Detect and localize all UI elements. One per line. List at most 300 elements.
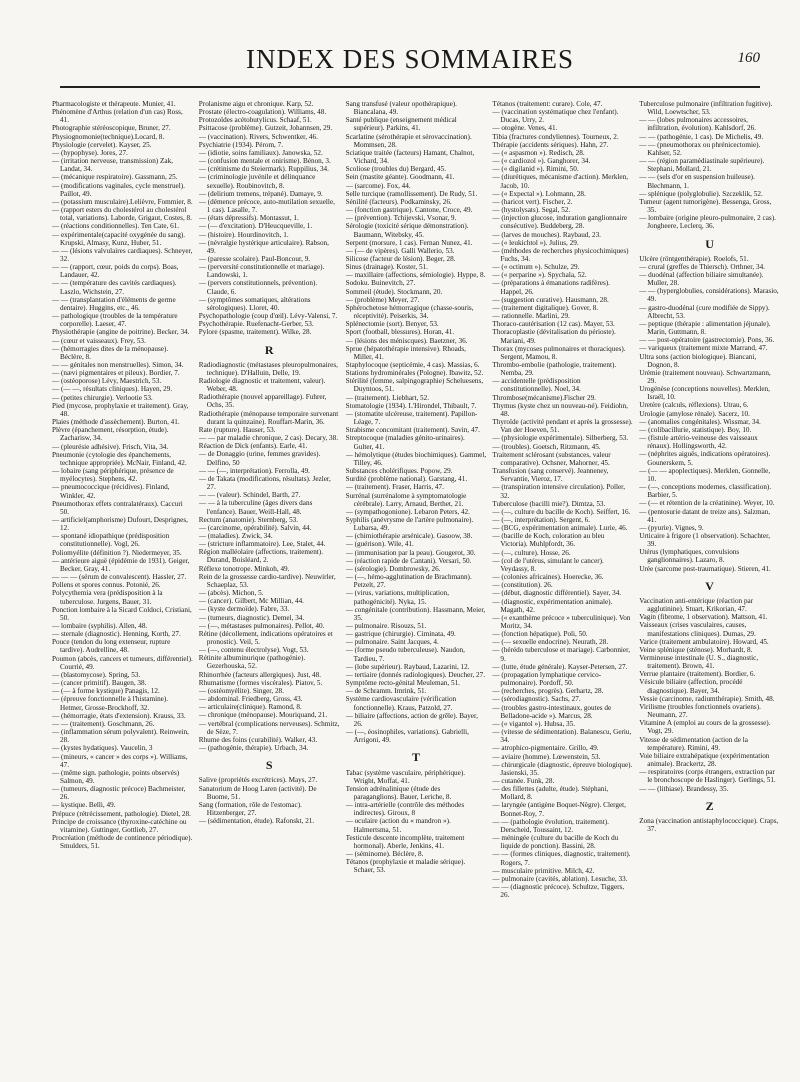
index-entry: — kystique. Belli, 49.	[52, 801, 116, 810]
index-entry: Psychiatrie (1934). Pérom, 7.	[198, 140, 284, 149]
index-entry: — — (pathogénie, 1 cas). De Michelis, 49.	[639, 132, 764, 141]
index-entry: Sang transfusé (valeur opothérapique). Biancalana, 49.	[345, 100, 457, 117]
index-entry: — (vaccination systématique chez l'enfant). Ducas, Urry, 2.	[492, 108, 619, 125]
index-entry: — (—, culture du bacille de Koch). Seiffert, 16.	[492, 507, 631, 516]
index-entry: Santé publique (enseignement médical supérieur). Parkins, 41.	[345, 116, 457, 133]
index-entry: — (sérodiagnostic). Sachs, 27.	[492, 695, 581, 704]
index-entry: — (—, culture). Hosse, 26.	[492, 548, 571, 557]
index-entry: Symptôme recto-génital Meuleman, 51.	[345, 679, 460, 688]
index-entry: — (potassium musculaire).Lelièvre, Fommier, 8.	[52, 197, 193, 206]
index-entry: — (« Expectal »). Lohmann, 28.	[492, 189, 586, 198]
index-entry: — lobaire (sang périphérique, présence de myélocytes). Stephens, 42.	[52, 467, 174, 484]
index-entry: — (BCG, expérimentation animale). Lurie, 46.	[492, 524, 628, 533]
index-entry: Thyroïde (activité pendant et après la grossesse). Van der Hoeven, 51.	[492, 418, 633, 435]
index-entry: — (lutte, étude générale). Kayser-Petersen, 27.	[492, 662, 628, 671]
index-entry: Radiothérapie (ménopause temporaire survenant durant la quinzaine). Rouffart-Marin, 36.	[198, 409, 339, 426]
index-entry: Scarlatine (sérothérapie et sérovaccination). Mommsen, 28.	[345, 132, 472, 149]
index-entry: — pulmonaire (cavités, ablation). Lesuche, 33.	[492, 874, 628, 883]
index-entry: — (vitesse de sédimentation). Balanescu, Geriu, 34.	[492, 728, 632, 745]
index-entry: — — — (sérum de convalescent). Hassler, 27.	[52, 573, 187, 582]
index-entry: Stomatologie (1934). L'Hirondel, Thibault, 7.	[345, 401, 477, 410]
index-entry: — (injection glucose, induration ganglionnaire consécutive). Buddeberg, 28.	[492, 214, 628, 231]
index-entry: Serpent (morsure, 1 cas). Fernan Nunez, 41.	[345, 238, 473, 247]
index-entry: — (diurétiques, mécanisme d'action). Merklen, Jacob, 10.	[492, 173, 629, 190]
index-entry: — — (rapport, cœur, poids du corps). Boas, Landauer, 42.	[52, 263, 179, 280]
index-entry: — (épreuve fonctionnelle à l'histamine). Hetmer, Grosse-Brockhoff, 32.	[52, 695, 169, 712]
index-entry: Thrombose(mécanisme).Fischer 29.	[492, 393, 596, 402]
index-entry: — (cœur et vaisseaux). Frey, 53.	[52, 336, 146, 345]
index-entry: — cutanée. Funk, 28.	[492, 776, 555, 785]
index-entry: Urologie (amylose rénale). Sacerz, 10.	[639, 409, 750, 418]
index-entry: — (histoire). Hourdinovitch, 1.	[198, 230, 289, 239]
index-entry: Scoliose (troubles du) Bergard, 45.	[345, 165, 447, 174]
index-entry: — méningée (culture du bacille de Koch du liquide de ponction). Bassini, 28.	[492, 834, 619, 851]
index-entry: — de Schramm. Imrink, 51.	[345, 687, 427, 696]
index-entry: Staphylocoque (septicémie, 4 cas). Massias, 6.	[345, 361, 480, 369]
index-entry: Psychopathologie (coup d'œil). Lévy-Valensi, 7.	[198, 312, 338, 321]
index-entry: Silicose (facteur de lésion). Beger, 28.	[345, 254, 456, 263]
index-entry: Réaction de Dick (enfants). Earle, 41.	[198, 442, 308, 451]
index-entry: Rétine (décollement, indications opératoires et pronostic). Veil, 5.	[198, 629, 333, 646]
index-entry: — (— d'excitation). D'Heucqueville, 1.	[198, 222, 313, 231]
index-entry: Sang (formation, rôle de l'estomac). Hitzenberger, 27.	[198, 800, 302, 817]
index-entry: — crural (greffes de Thiersch). Orthner, 34.	[639, 262, 765, 271]
index-entry: Pied (mycose, prophylaxie et traitement). Gray, 48.	[52, 401, 189, 418]
index-entry: — (larves de mouches). Raybaud, 23.	[492, 230, 601, 239]
index-entry: — (modifications vaginales, cycle menstruel). Paillot, 49.	[52, 181, 185, 198]
index-entry: — (pleurésie adhésive). Frisch, Vita, 34.	[52, 442, 169, 451]
index-entry: — (symptômes somatiques, altérations sérologiques). Lloret, 40.	[198, 295, 311, 312]
index-entry: Strabisme concomitant (traitement). Savin, 47.	[345, 426, 480, 435]
index-entry: — (hémorragies dites de la ménopause). Béclère, 8.	[52, 344, 169, 361]
index-entry: — laryngée (antigène Boquet-Nègre). Clerget, Bonnet-Roy, 7.	[492, 801, 626, 818]
index-entry: — (criminologie juvénile et délinquance sexuelle). Roubinovitch, 8.	[198, 173, 316, 190]
index-entry: Tumeur (agent tumorigène). Bessenga, Gross, 35.	[639, 197, 772, 215]
index-entry: — expérimentale(capacité oxygénée du sang). Krupski, Almasy, Kunz, Huber, 51.	[52, 230, 186, 247]
index-entry: Verrue plantaire (traitement). Bordier, 6.	[639, 670, 756, 679]
index-entry: — (lobe supérieur). Raybaud, Lazarini, 12.	[345, 662, 470, 671]
index-entry: Rhumatisme (formes viscérales). Piatov, 5.	[198, 678, 323, 687]
index-entry: Physiognomonie(technique).Locard, 8.	[52, 132, 165, 141]
index-entry: — — (température des cavités cardiaques). Laszlo, Wichstein, 27.	[52, 279, 177, 296]
index-entry: Rate (rupture). Hauser, 53.	[198, 425, 276, 434]
index-entry: — (colibacillurie, statistique). Boy, 10.	[639, 425, 752, 434]
index-entry: — (nævi pigmentaires et pileux). Bordier, 7.	[52, 369, 180, 378]
index-entry: — (prévention). Tchijevski, Vsonar, 9.	[345, 214, 457, 223]
index-entry: — — par maladie chronique, 2 cas). Decary, 38.	[198, 434, 339, 443]
index-entry: — gastro-duodénal (cure modifiée de Sippy). Albrecht, 53.	[639, 303, 770, 320]
index-entry: Ultra sons (action biologique). Biancani, Dognon, 8.	[639, 352, 757, 369]
index-entry: Thérapie (accidents sériques). Hahn, 27.	[492, 140, 609, 149]
index-entry: — biliaire (affections, action de grêle). Bayer, 26.	[345, 711, 478, 728]
index-entry: — (—, éosinophiles, variations). Gabrielli, Arrigoni, 49.	[345, 728, 469, 745]
index-entry: Pollens et spores connus. Potonié, 26.	[52, 581, 161, 590]
index-entry: — (« vigantol »). Hubsa, 35.	[492, 719, 576, 728]
index-entry: — de Takata (modifications, résultats). Jezler, 27.	[198, 474, 331, 492]
index-entry: Substances cholérifiques. Popow, 29.	[345, 467, 453, 476]
index-columns	[52, 100, 780, 1072]
index-entry: — (troubles gastro-intestinaux, goutes de Belladone-acide »). Marcus, 28.	[492, 703, 612, 720]
index-entry: — (états dépressifs). Montassut, 1.	[198, 214, 299, 223]
index-entry: Salive (propriétés excrétrices). Mays, 27.	[198, 776, 318, 785]
index-entry: — (réaction rapide de Cantani). Versari, 50.	[345, 556, 472, 565]
index-entry: — tertiaire (donnés radiologiques). Deucher, 27.	[345, 670, 486, 679]
index-entry: — pneumococcique (récidives). Finland, Winkler, 42.	[52, 483, 170, 500]
index-entry: — — (diagnostic précoce). Schultze, Tiggers, 26.	[492, 883, 625, 900]
index-entry: — (— de vipères). Galli Wallerio, 53.	[345, 246, 455, 255]
index-entry: — (cancer primitif). Baugen, 38.	[52, 679, 147, 688]
page-number: 160	[737, 50, 760, 66]
index-entry: — (inflammation sérum polyvalent). Reinwein, 28.	[52, 728, 189, 745]
index-entry: — (problème) Meyer, 27.	[345, 295, 420, 304]
index-entry: Surrénal (surrénalome à symptomatologie cérébrale). Larry, Arnaud, Berthet, 21.	[345, 491, 467, 508]
index-entry: — gastrique (chirurgie). Ciminata, 49.	[345, 630, 456, 639]
index-entry: — (séminome). Béclère, 8.	[345, 850, 424, 859]
section-letter: V	[705, 578, 714, 593]
index-entry: — (delirium tremens, trépané). Damaye, 9.	[198, 189, 323, 198]
index-entry: — (rapport esters du cholestérol au cholestérol total, variations). Laborde, Grigaut, Costes, 8.	[52, 206, 192, 223]
index-entry: Thrombo-embolie (pathologie, traitement). Nemba, 29.	[492, 361, 617, 378]
index-entry: — — (région paramédiastinale supérieure). Stephani, Mollard, 21.	[639, 157, 765, 174]
index-entry: Voie biliaire extrahépatique (expérimentation animale). Brackertz, 28.	[639, 751, 770, 769]
index-entry: — (lésions des méniscques). Baetzner, 36.	[345, 336, 468, 345]
section-letter: T	[411, 750, 420, 765]
index-entry: — (transpiration intensive circulation). Poller, 32.	[492, 483, 626, 500]
index-entry: — (tumeurs, diagnostic précoce) Bachmeister, 26.	[52, 785, 186, 802]
index-entry: Vitamine A (emploi au cours de la grossesse). Vogt, 29.	[639, 719, 771, 736]
index-entry: — des fillettes (adulte, étude). Stéphani, Mollard, 8.	[492, 785, 609, 802]
index-entry: Urée (sarcome post-traumatique). Stieren, 41.	[639, 564, 771, 573]
index-entry: — spontané idiopathique (prédisposition constitutionnelle). Vogl, 26.	[52, 532, 170, 549]
index-entry: Sinus (drainage). Koster, 51.	[345, 263, 428, 272]
index-entry: Région malléolaire (affections, traitement). Durand, Boisléard, 2.	[198, 548, 323, 565]
index-entry: Uretère (calculs, réflexions). Utrau, 6.	[639, 401, 749, 410]
index-entry: — (« leukichtol »). Julius, 29.	[492, 238, 579, 247]
index-entry: — respiratoires (corps étrangers, extraction par le bronchoscope de Haslinger). Gerlings, 51.	[639, 768, 776, 785]
index-entry: Plèvre (épanchement, résorption, étude). Zacharisw, 34.	[52, 426, 169, 443]
index-entry: Thoraco-cautérisation (12 cas). Mayer, 53.	[492, 320, 615, 329]
index-entry: Photographie stéréoscopique, Bruner, 27.	[52, 124, 171, 133]
index-entry: Physiologie (cervelet). Kayser, 25.	[52, 140, 152, 149]
index-entry: — (vaccination). Rivers, Schwentker, 46.	[198, 132, 318, 141]
index-entry: Sprue (hépatothérapie intensive). Rhoads, Miller, 41.	[345, 344, 466, 361]
index-entry: Thoracoplastie (dévitalisation du périoste). Mariani, 49.	[492, 328, 616, 345]
index-entry: Syphilis (anévrysme de l'artère pulmonaire). Lubarsa, 49.	[345, 515, 474, 533]
index-entry: — maxillaire (affections, sémiologie). Hyppe, 8.	[345, 271, 486, 280]
index-entry: Sérologie (toxicité sérique démonstration). Baumann, Witebsky, 45.	[345, 222, 469, 239]
index-entry: — (traitement). Fraser, Harris, 47.	[345, 483, 444, 492]
index-entry: — (bacille de Koch, coloration au bleu Victoria). Muhlpfordt, 36.	[492, 532, 605, 549]
index-entry: — — (lithiase). Brandessy, 35.	[639, 784, 729, 793]
index-entry: Tuberculose pulmonaire (infiltration fugitive). Wild, Loewtscher, 53.	[639, 100, 773, 117]
index-entry: Radiodiagnostic (métastases pleuropulmonaires, technique). D'Halluin, Delle, 19.	[198, 360, 338, 377]
index-entry: Urticaire à frigore (1 observation). Schachter, 39.	[639, 531, 771, 549]
index-entry: Vermineuse intestinale (U. S., diagnostic, traitement). Brown, 41.	[639, 654, 759, 671]
index-entry: — (pathogénie, thérapie). Urbach, 34.	[198, 744, 309, 753]
index-entry: Sciatique traitée (facteurs) Hamant, Chalnot, Vichard, 34.	[345, 148, 475, 166]
index-entry: — (« perparine »). Spychala, 52.	[492, 271, 587, 280]
index-entry: Tibia (fractures condyliennes). Tourneux, 2.	[492, 132, 619, 141]
index-entry: — (anomalies congénitales). Wissmar, 34.	[639, 417, 761, 426]
index-entry: — (guérison). Wile, 41.	[345, 540, 414, 549]
index-entry: — (kyste dermoïde). Fabre, 33.	[198, 605, 290, 614]
index-entry: — (petites chirurgie). Verlootie 53.	[52, 393, 153, 402]
index-entry: Sphérochetose hémorragique (chasse-souris, réceptivité). Peiserkis, 34.	[345, 303, 474, 321]
index-entry: — — (traitement). Goschmann, 26.	[52, 719, 155, 728]
index-entry: — sternale (diagnostic). Henning, Korth, 27.	[52, 630, 181, 639]
index-entry: Surdité (problème national). Garstang, 41.	[345, 475, 468, 484]
index-entry: — — (lésions valvulaires cardiaques). Schneyer, 32.	[52, 246, 193, 263]
index-entry: Psychothérapie. Ruefenacht-Gerber, 53.	[198, 320, 314, 329]
index-column-5	[639, 100, 780, 1072]
index-entry: — (névralgie hystérique articulaire). Rabson, 49.	[198, 238, 329, 255]
index-entry: — — (—, interprétation). Ferrolla, 49.	[198, 466, 310, 475]
index-entry: Rhinorrhée (facteurs allergiques). Just, 48.	[198, 670, 322, 679]
index-entry: Radiologie diagnostic et traitement, valeur). Weber, 48.	[198, 377, 326, 394]
index-entry: — (crétinisme du Steiermark). Ruppilius, 34.	[198, 165, 329, 174]
index-entry: Tension adrénalinique (étude des paraganglions). Bauer, Leriche, 8.	[345, 784, 452, 801]
index-entry: — (troubles). Goetsch, Ritzmann, 45.	[492, 442, 601, 451]
index-entry: — (forme pseudo tuberculeuse). Naudon, Tardieu, 7.	[345, 646, 465, 663]
index-entry: — — à la tuberculine (âges divers dans l'enfance). Bauer, Weill-Hall, 48.	[198, 499, 313, 516]
index-entry: Polycythemia vera (prédisposition à la tuberculose. Jurgens, Bauer, 31.	[52, 589, 163, 606]
index-entry: — (pentosurie datant de treize ans). Salzman, 41.	[639, 507, 771, 524]
index-entry: — (confusion mentale et onirisme). Bénon, 3.	[198, 157, 331, 166]
index-entry: Pneumothorax effets contralatéraux). Caccuri 50.	[52, 499, 183, 516]
index-entry: Vaccination anti-entérique (réaction par agglutinine). Stuart, Krikorian, 47.	[639, 596, 754, 614]
index-entry: — (immunisation par la peau). Gougerot, 30.	[345, 548, 476, 557]
index-entry: Urogénèse (conceptions nouvelles). Merklen, Israël, 10.	[639, 385, 770, 402]
index-entry: — accidentelle (prédisposition constitutionnelle). Noel, 34.	[492, 377, 581, 394]
index-entry: — (—, interprétation). Sergent, 6.	[492, 515, 591, 524]
index-entry: — (réactions conditionnelles). Ten Cate, 61.	[52, 222, 180, 231]
index-entry: — — (pathologie évolution, traitement). Derscheid, Toussaint, 12.	[492, 817, 609, 834]
index-entry: — — (pneumothorax ou phrénicectomie). Kahlser, 52.	[639, 140, 761, 157]
index-entry: Psittacose (problème). Gutzeit, Johannsen, 29.	[198, 124, 333, 133]
index-entry: Plaies (méthode d'assèchement). Burton, 41.	[52, 418, 180, 427]
index-entry: Sein (mastite géante). Goodmann, 41.	[345, 173, 455, 182]
index-entry: — (hypophyse). Jores, 27.	[52, 148, 128, 157]
index-entry: Veine splénique (sténose). Morhardt, 8.	[639, 645, 753, 654]
index-entry: — (chimiothérapie arsénicale). Gasoow, 38.	[345, 532, 473, 541]
index-entry: — abdominal. Friedberg, Gross, 43.	[198, 695, 303, 704]
index-entry: Radiothérapie (nouvel appareillage). Fuhrer, Ochs, 35.	[198, 393, 327, 410]
index-entry: Virilisme (troubles fonctionnels ovariens). Neumann, 27.	[639, 702, 761, 720]
index-entry: Pouce (tendon du long extenseur, rupture tardive). Audrelline, 48.	[52, 638, 171, 655]
index-entry: Thorax (mycoses pulmonaires et thoraciques). Sergent, Mamou, 8.	[492, 344, 626, 361]
index-entry: — (mécanique respiratoire). Gassmann, 25.	[52, 173, 178, 182]
index-entry: Sommeil (étude). Stockmann, 20.	[345, 287, 443, 296]
index-entry: — — (formes cliniques, diagnostic, traitement). Rogers, 7.	[492, 850, 631, 867]
index-entry: — (—, conceptions modernes, classification). Barbier, 5.	[639, 483, 772, 500]
index-entry: Rectum (anatomie). Sternberg, 53.	[198, 515, 299, 524]
index-entry: — — (valeur). Schindel, Barth, 27.	[198, 491, 301, 500]
index-entry: Testicule descente incomplète, traitement hormonal). Aberle, Jenkins, 41.	[345, 833, 465, 850]
index-entry: — (sédimentation, étude). Rafonskt, 21.	[198, 817, 315, 826]
index-entry: — (« aspasmon »). Redisch, 28.	[492, 148, 585, 157]
index-entry: Vaisseaux (crises vasculaires, causes, manifestations cliniques). Dumas, 29.	[639, 621, 756, 638]
index-entry: — chronique (ménopause). Mouriquand, 21.	[198, 711, 328, 720]
index-entry: Stations hydrominérales (Pologne). Ibawitz, 52.	[345, 369, 484, 378]
index-entry: — (mineurs, « cancer » des corps »). Williams, 47.	[52, 752, 188, 769]
index-entry: — (blastomycose). Spring, 53.	[52, 670, 141, 679]
index-entry: Splénectomie (sort). Benyer, 53.	[345, 320, 439, 329]
index-entry: — antérieure aiguë (épidémie de 1931). Geiger, Becker, Gray, 41.	[52, 556, 190, 573]
index-entry: — (fonction gastrique). Cantone, Croce, 49.	[345, 206, 473, 215]
index-entry: — (—, contenu électrolyse). Vogt, 53.	[198, 646, 309, 655]
index-entry: — (abcès). Michon, 5.	[198, 589, 264, 598]
index-entry: — variqueux (traitement mixte Marrand, 47.	[639, 344, 768, 353]
index-entry: — lombaire (syphilis). Allen, 48.	[52, 622, 148, 630]
index-entry: Selle turcique (ramollissement). De Rudy, 51.	[345, 189, 478, 198]
index-entry: — (début, diagnostic différentiel). Sayer, 34.	[492, 589, 622, 598]
index-entry: Utérus (lymphatiques, convulsions ganglionnaires). Lazaro, 8.	[639, 548, 740, 565]
index-entry: — (fistule artério-veineuse des vaisseaux rénaux). Hollingsworth, 42.	[639, 434, 758, 451]
index-entry: — (« digilanid »). Rimini, 50.	[492, 165, 579, 174]
index-entry: Pneumonie (cytologie des épanchements, technique appropriée). McNair, Finland, 42.	[52, 450, 187, 467]
index-column-2	[199, 100, 340, 1072]
index-entry: Traitement sclérosant (substances, valeur comparative). Ochsner, Mahorner, 45.	[492, 450, 611, 467]
index-entry: Poumon (abcès, cancers et tumeurs, différentiel). Courrié, 49.	[52, 654, 193, 671]
index-entry: — musculaire primitive. Milch, 42.	[492, 866, 595, 875]
index-column-3	[346, 100, 487, 1072]
index-entry: — (fonction hépatique). Poli, 50.	[492, 630, 588, 639]
index-entry: — (perversité constitutionnelle et mariage). Landowski, 1.	[198, 263, 325, 280]
index-entry: Prolanisme aigu et chronique. Karp, 52.	[198, 100, 314, 108]
index-entry: Sénilité (facteurs). Podkaminsky, 26.	[345, 197, 452, 206]
index-entry: — (ostéomyélite). Singer, 28.	[198, 686, 284, 695]
index-entry: — congénitale (contribution). Hassmann, Meier, 35.	[345, 605, 486, 622]
index-column-4	[492, 100, 633, 1072]
index-entry: — (cancer). Gilbert, Mc Millian, 44.	[198, 597, 304, 606]
index-entry: — otogène. Venes, 41.	[492, 124, 558, 133]
index-entry: — (paresse scolaire). Paul-Boncour, 9.	[198, 254, 311, 263]
index-entry: Tétanos (traitement: curare). Cole, 47.	[492, 100, 603, 108]
section-letter: Z	[705, 798, 714, 813]
index-entry: Vagin (fibrome, 1 observation). Mattson, 41.	[639, 613, 768, 622]
index-entry: Tuberculose (bacilli mie?). Dimtza, 53.	[492, 499, 606, 508]
index-entry: Urémie (traitement nouveau). Schwartzmann, 29.	[639, 368, 771, 385]
index-entry: Zona (vaccination antistaphylococcique). Craps, 37.	[639, 816, 779, 833]
index-entry: — (traitement). Liebhart, 52.	[345, 393, 430, 402]
index-entry: Tétanos (prophylaxie et maladie sérique). Schaer, 53.	[345, 858, 466, 875]
index-entry: Pharmacologiste et thérapeute. Munier, 41.	[52, 100, 176, 108]
index-entry: Ponction lombaire à la Sicard Coldoci, Cristiani, 50.	[52, 605, 192, 622]
section-letter: R	[264, 342, 274, 357]
index-entry: — (traitement digitalique). Gover, 8.	[492, 303, 599, 312]
index-entry: — articulaire(clinique). Ramond, 8.	[198, 703, 302, 712]
index-entry: — (— sexuelle endocrine). Neurath, 28.	[492, 638, 609, 647]
index-entry: Streptocoque (maladies génito-urinaires). Gulter, 41.	[345, 434, 465, 451]
index-entry: Vessie (carcinome, radiumthérapie). Smith, 48.	[639, 694, 775, 703]
section-letter: S	[265, 758, 273, 773]
index-entry: — (« exanthème précoce » tuberculinique). Von Moritz, 34.	[492, 613, 631, 630]
index-entry: — — (transplantation d'éléments de germe dentaire). Huggins, etc., 46.	[52, 295, 176, 312]
index-column-1	[52, 100, 193, 1072]
index-entry: — (kystes hydatiques). Vaucelin, 3	[52, 744, 153, 753]
index-entry: — — (sels d'or en suspension huileuse). Blechmann, 1.	[639, 173, 755, 190]
index-entry: — (même sign. pathologie, points observés) Salmon, 49.	[52, 768, 180, 785]
index-entry: Vitesse de sédimentation (action de la température). Rimini, 49.	[639, 735, 748, 752]
index-entry: — (pyurie). Vignes, 9.	[639, 523, 704, 532]
index-entry: — (propagation lymphatique cervico-pulmonaire). Pordoff, 50.	[492, 670, 602, 688]
index-entry: Principe de croissance (thyroxine-catéchine ou vitamine). Guttinger, Gottlieb, 27.	[52, 817, 187, 834]
index-entry: Poliomyélite (définition ?). Niedermeyer, 35.	[52, 548, 182, 557]
section-letter: U	[705, 236, 714, 251]
index-entry: — (sérologie). Dombrowsky, 26.	[345, 564, 441, 573]
index-entry: — rationnelle. Marlini, 29.	[492, 312, 570, 321]
index-entry: — (hystolysats). Segal, 52.	[492, 206, 571, 215]
index-entry: Procréation (méthode de continence périodique). Smulders, 51.	[52, 834, 193, 851]
index-entry: — aviaire (homme). Lœwenstein, 53.	[492, 752, 601, 761]
index-entry: — intra-artérielle (contrôle des méthodes indirectes). Giroux, 8	[345, 801, 465, 818]
index-entry: Transfusion (sang conservé). Jeanneney, Servantie, Vieroz, 17.	[492, 467, 609, 484]
index-entry: — (néphrites aiguës, indications opératoires). Gounerskem, 5.	[639, 450, 771, 467]
index-entry: — (démence précoce, auto-mutilation sexuelle, 1 cas). Lasalle, 7.	[198, 197, 335, 215]
page-title: INDEX DES SOMMAIRES	[245, 44, 575, 74]
index-entry: — (constitution). 26.	[492, 581, 553, 590]
index-entry: — de Donaggio (urine, femmes gravides). Delfino, 50	[198, 450, 321, 467]
index-entry: Prépuce (rétrécissement, pathologie). Dietel, 28.	[52, 809, 191, 818]
index-entry: — (— —, résultats cliniques). Hayen, 29.	[52, 385, 173, 394]
index-entry: — (sarcome). Fox, 44.	[345, 181, 411, 190]
index-entry: — (maladies). Zwick, 34.	[198, 531, 273, 540]
index-entry: Physiothérapie (angine de poitrine). Becker, 34.	[52, 328, 190, 337]
index-entry: — peptique (thérapie : alimentation jéjunale). Marin, Guttmann, 8.	[639, 319, 771, 337]
index-entry: — (—, métastases pulmonaires). Pellot, 40.	[198, 621, 325, 630]
index-entry: Rhume des foins (curabilité). Walker, 43.	[198, 735, 318, 744]
index-entry: Thymus (kyste chez un nouveau-né). Feidiohn, 48.	[492, 401, 628, 418]
index-entry: — (—, hémo-agglutination de Brachmann). Petzelt, 27.	[345, 573, 472, 590]
index-entry: Réflexe tonotrope. Minkoh, 49.	[198, 564, 290, 573]
index-entry: Ulcère (röntgenthérapie). Roelofs, 51.	[639, 254, 749, 263]
index-entry: — (irritation nerveuse, transmission) Zak, Landat, 34.	[52, 157, 173, 174]
index-entry: — (— — apoplectiques). Merklen, Gonnelle, 10.	[639, 466, 771, 483]
index-entry: — duodénal (affection biliaire simultanée). Muller, 28.	[639, 270, 764, 288]
index-entry: — (suggestion curative). Hausmann, 28.	[492, 295, 609, 304]
index-entry: — (hérédo tuberculose et mariage). Carbonnier, 9.	[492, 646, 631, 663]
index-entry: — (— et rétention de la créatinine). Weyer, 10.	[639, 499, 775, 508]
index-entry: Vésicule biliaire (affection, procédé diagnostique). Bayer, 34.	[639, 678, 743, 695]
index-entry: — (col de l'utérus, simulant le cancer). Veydassy, 8.	[492, 556, 604, 573]
index-entry: — (préparations à émanations radifères). Happel, 26.	[492, 279, 610, 296]
index-entry: — (ostéoporose) Lévy, Maestrich, 53.	[52, 377, 162, 386]
index-entry: Varice (traitement ambulatoire). Howard, 45.	[639, 637, 769, 646]
index-entry: Phénomène d'Arthus (relation d'un cas) Ross, 41.	[52, 108, 183, 125]
page-header	[60, 44, 760, 88]
index-entry: — (— à forme kystique) Panagis, 12.	[52, 687, 160, 696]
index-entry: Pylore (spasme, traitement). Wilke, 28.	[198, 328, 312, 337]
index-entry: Sanatorium de Hoog Laren (activité). De Buome, 51.	[198, 784, 317, 801]
index-entry: — lombaire (origine pleuro-pulmonaire, 2 cas). Jongheere, Leclerq, 36.	[639, 214, 776, 231]
index-entry: — (« octinum »). Schulze, 29.	[492, 263, 580, 272]
index-entry: — (sympathogonione). Lebaron Peters, 42.	[345, 507, 470, 516]
index-entry: — — (lobes pulmonaires accessoires, infiltration, évolution). Kahlsdorf, 26.	[639, 116, 756, 133]
index-entry: Rein de la grossesse cardio-tardive). Neuwirler, Schaeplaz, 53.	[198, 572, 336, 589]
index-entry: Système cardiovasculaire (vérification fonctionnelle). Kraus, Patzold, 27.	[345, 695, 457, 712]
index-entry: — pulmonaire. Saint Jacques, 4.	[345, 638, 439, 647]
index-entry: — vertébral (complications nerveuses). Schmitz, de Sèze, 7.	[198, 719, 340, 736]
index-entry: Sodoku. Buinevitch, 27.	[345, 279, 416, 288]
index-entry: — oculaire (action du « mandron »). Halmertsma, 51.	[345, 817, 451, 834]
index-entry: Sport (football, blessures). Horan, 41.	[345, 328, 455, 337]
index-entry: — hémolytique (études biochimiques). Gammel, Tilley, 46.	[345, 450, 487, 467]
index-entry: — splénique (polyglobulie). Szczeklik, 52.	[639, 189, 763, 198]
index-entry: — (pervers constitutionnels, prévention). Claude, 6.	[198, 279, 318, 296]
index-entry: — (« cardiozol »). Ganghorer, 34.	[492, 157, 591, 166]
index-entry: — (méthodes de recherches physicochimiques) Fuchs, 34.	[492, 246, 629, 263]
index-entry: — — post-opératoire (gastrectomie). Pons, 36.	[639, 336, 775, 345]
